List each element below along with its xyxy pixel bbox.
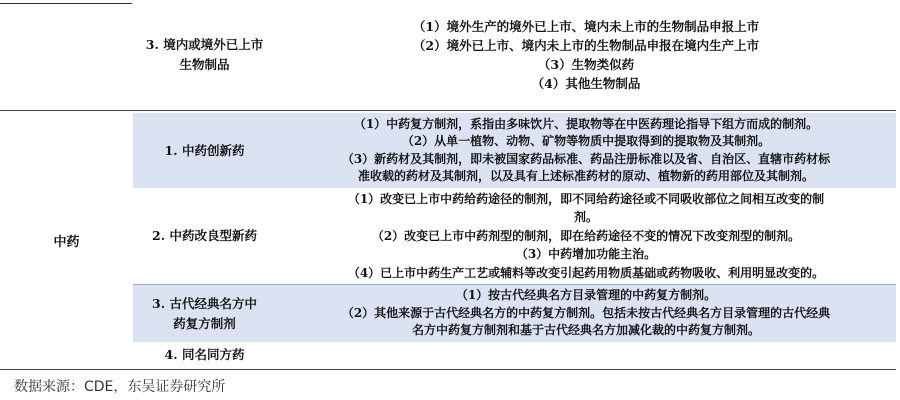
innovative-label: 1. 中药创新药 bbox=[164, 142, 245, 158]
desc-line: （3）生物类似药 bbox=[537, 57, 635, 72]
source-note: 数据来源：CDE，东吴证券研究所 bbox=[14, 379, 226, 395]
desc-line: 准收载的药材及其制剂，以及具有上述标准药材的原动、植物新的药用部位及其制剂。 bbox=[357, 169, 814, 183]
top-rule bbox=[0, 3, 132, 4]
classic-label: 3. 古代经典名方中药复方制剂 bbox=[152, 295, 257, 331]
desc-line: （2）改变已上市中药剂型的制剂，即在给药途径不变的情况下改变剂型的制剂。 bbox=[371, 228, 801, 243]
desc-line: （1）中药复方制剂，系指由多味饮片、提取物等在中医药理论指导下组方而成的制剂。 bbox=[353, 116, 819, 131]
same-name-label: 4. 同名同方药 bbox=[164, 347, 245, 362]
tcm-block bbox=[0, 111, 896, 369]
improved-label: 2. 中药改良型新药 bbox=[152, 228, 257, 243]
table-bottom-rule bbox=[0, 369, 896, 370]
desc-line: （3）新药材及其制剂，即未被国家药品标准、药品注册标准以及省、自治区、直辖市药材标 bbox=[341, 151, 831, 166]
same-name-label-cell bbox=[133, 342, 276, 368]
classic-desc-cell bbox=[276, 285, 896, 342]
desc-line: （4）其他生物制品 bbox=[531, 76, 641, 91]
classic-label-cell bbox=[133, 285, 276, 342]
innovative-label-cell bbox=[133, 113, 276, 188]
classic-desc bbox=[342, 287, 830, 340]
tcm-category-cell bbox=[0, 111, 133, 369]
desc-line: 剂。 bbox=[573, 210, 598, 225]
improved-desc-cell bbox=[276, 188, 896, 284]
biologics-label-cell bbox=[133, 12, 276, 98]
desc-line: （1）改变已上市中药给药途径的制剂，即不同给药途径或不同吸收部位之间相互改变的制 bbox=[347, 191, 825, 206]
desc-line: （4）已上市中药生产工艺或辅料等改变引起药用物质基础或药物吸收、利用明显改变的。 bbox=[347, 265, 825, 280]
improved-label-cell bbox=[133, 188, 276, 284]
improved-desc bbox=[348, 190, 824, 283]
biologics-desc-cell bbox=[276, 12, 896, 98]
innovative-desc-cell bbox=[276, 113, 896, 188]
desc-line: （2）其他来源于古代经典名方的中药复方制剂。包括未按古代经典名方目录管理的古代经典 bbox=[341, 305, 831, 320]
desc-line: （2）境外已上市、境内未上市的生物制品申报在境内生产上市 bbox=[412, 38, 760, 53]
desc-line: 名方中药复方制剂和基于古代经典名方加减化裁的中药复方制剂。 bbox=[411, 323, 760, 338]
biologics-desc bbox=[413, 17, 759, 93]
innovative-desc bbox=[342, 116, 830, 186]
desc-line: （3）中药增加功能主治。 bbox=[515, 247, 657, 262]
biologics-row bbox=[0, 12, 896, 98]
biologics-label: 3. 境内或境外已上市生物制品 bbox=[145, 37, 264, 72]
desc-line: （2）从单一植物、动物、矿物等物质中提取得到的提取物及其制剂。 bbox=[401, 134, 771, 148]
desc-line: （1）按古代经典名方目录管理的中药复方制剂。 bbox=[455, 288, 717, 303]
desc-line: （1）境外生产的境外已上市、境内未上市的生物制品申报上市 bbox=[412, 19, 760, 34]
tcm-category-label: 中药 bbox=[53, 234, 80, 250]
